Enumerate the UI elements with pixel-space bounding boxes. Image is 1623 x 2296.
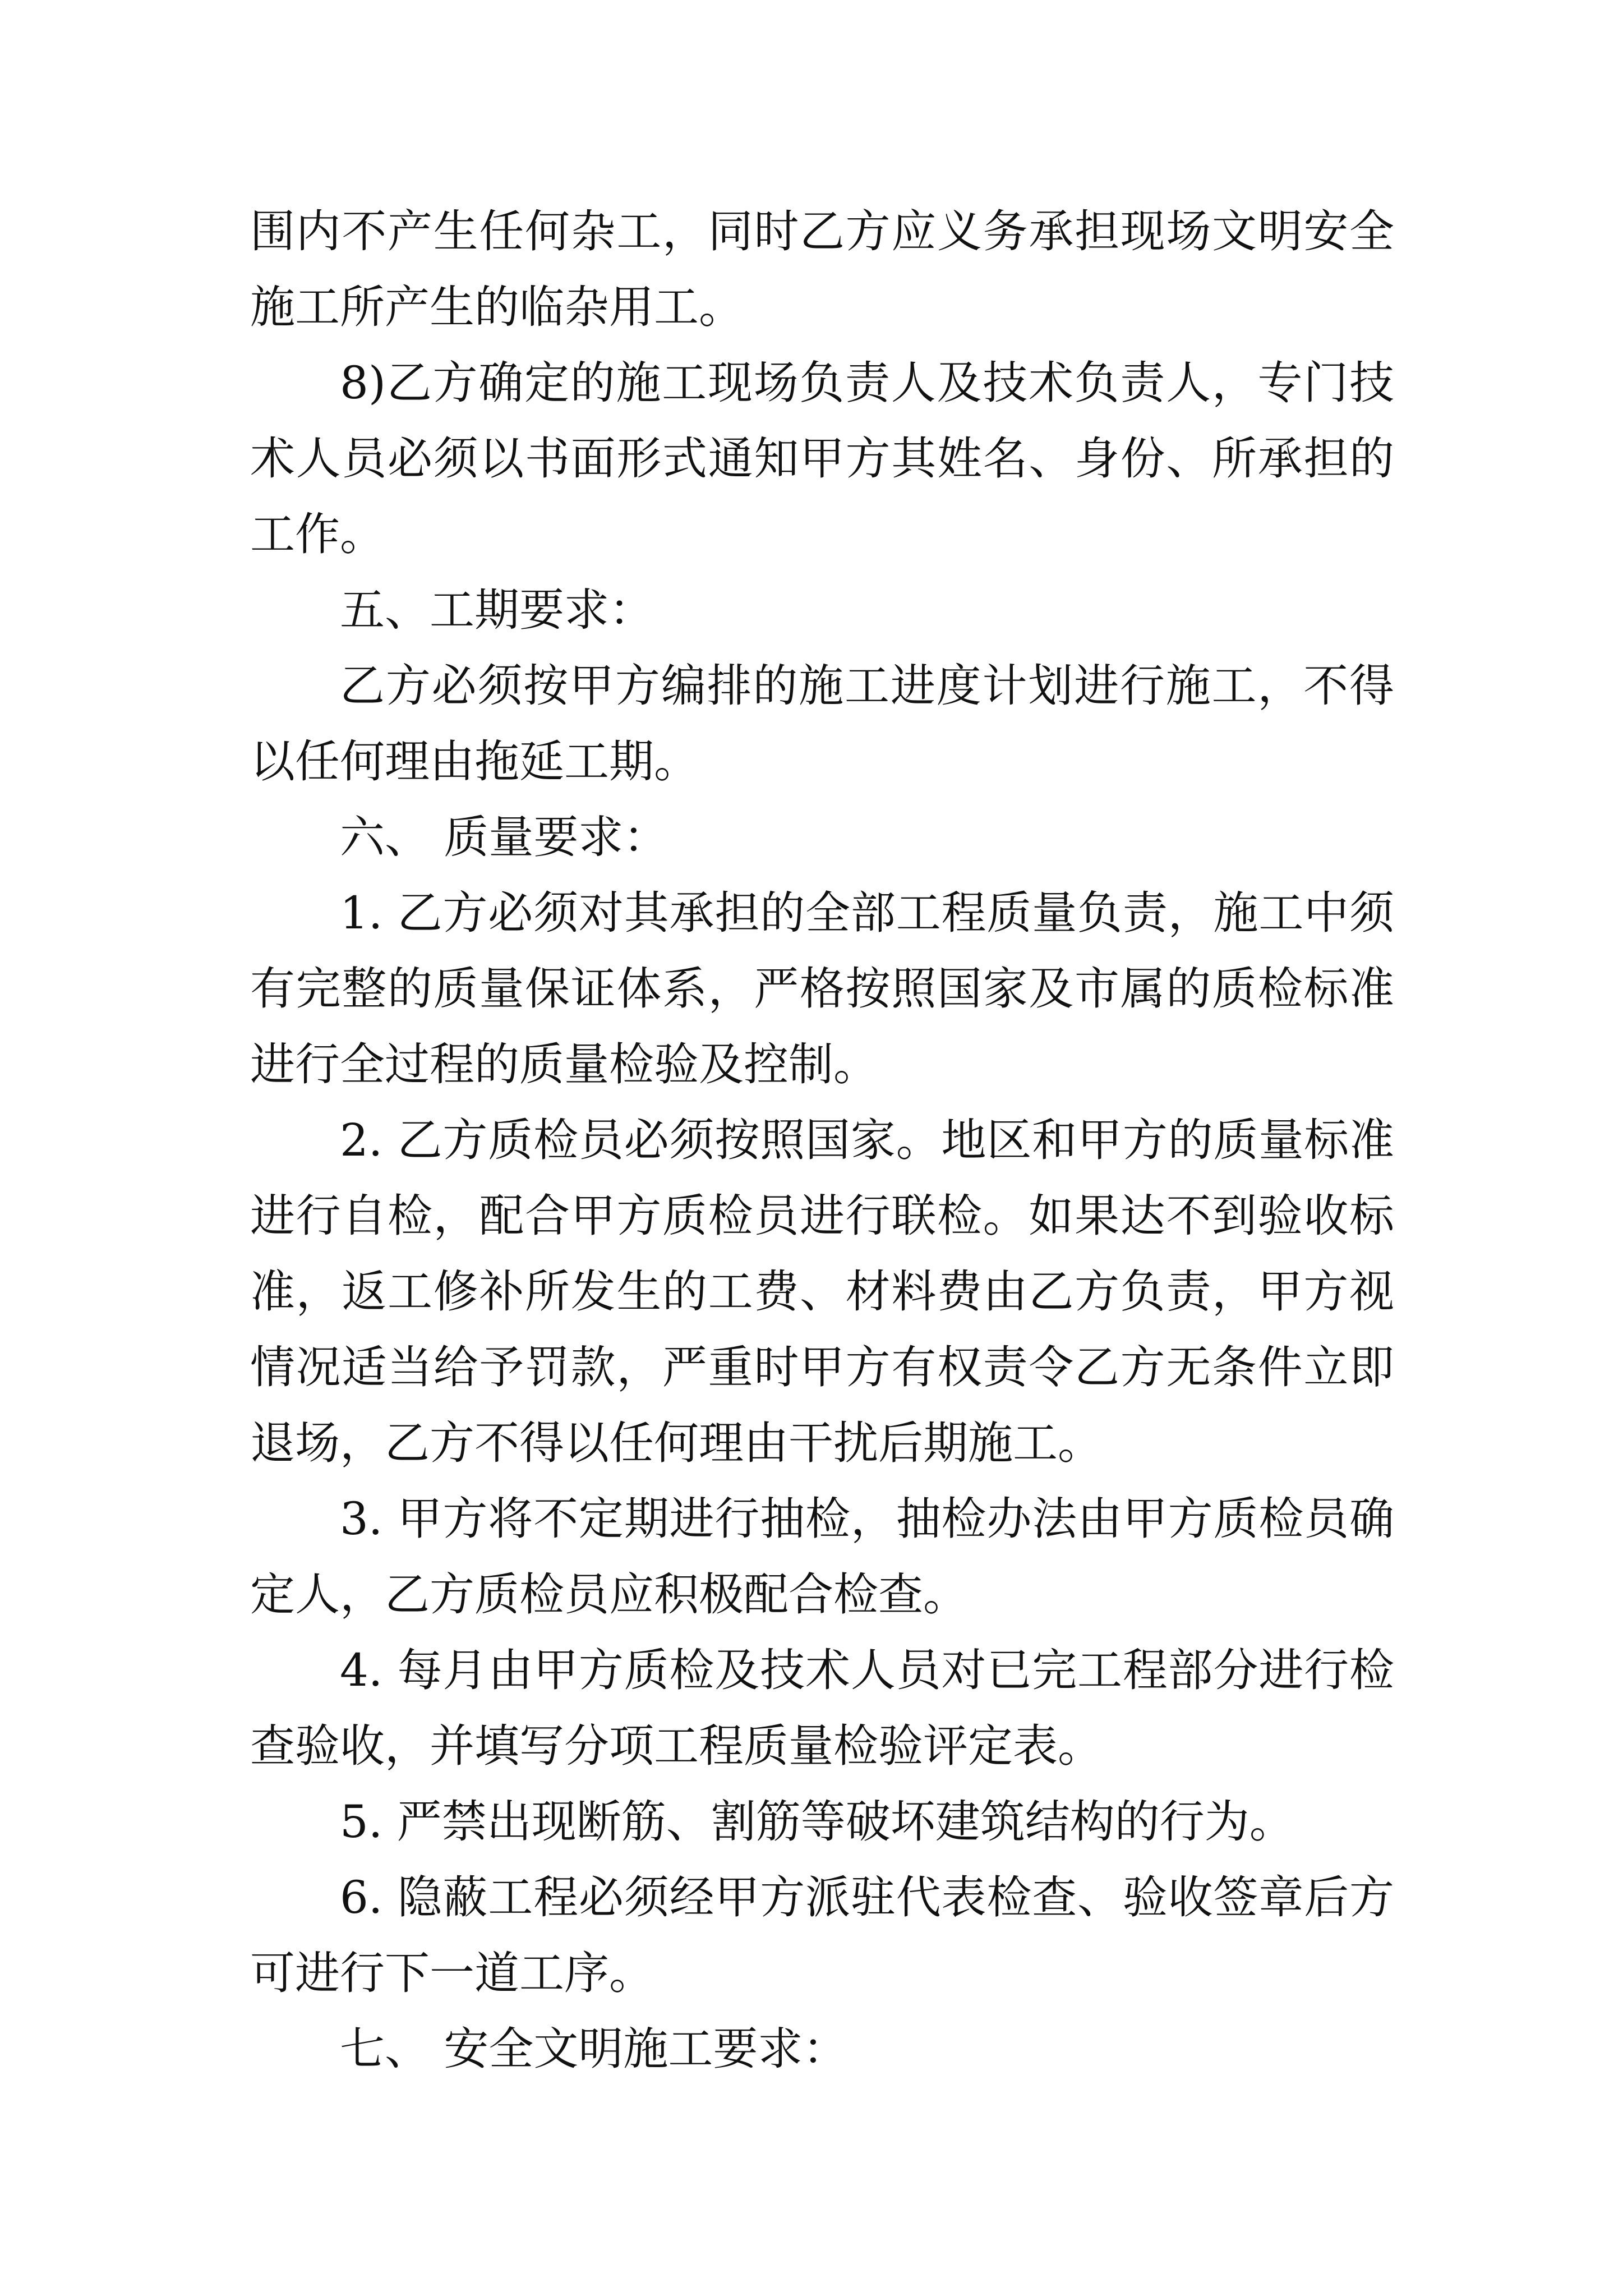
paragraph-quality-4: 4. 每月由甲方质检及技术人员对已完工程部分进行检查验收，并填写分项工程质量检验评定表。 [250,1644,1394,1772]
paragraph-quality-3: 3. 甲方将不定期进行抽检，抽检办法由甲方质检员确定人，乙方质检员应积极配合检查。 [250,1493,1394,1621]
document-body [250,194,1394,2087]
section-heading-safety: 七、 安全文明施工要求： [340,2023,848,2075]
paragraph-quality-2: 2. 乙方质检员必须按照国家。地区和甲方的质量标准进行自检，配合甲方质检员进行联检。如果达不到验收标准，返工修补所发生的工费、材料费由乙方负责，甲方视情况适当给予罚款，严重时甲方有权责令乙方无条件立即退场，乙方不得以任何理由干扰后期施工。 [250,1114,1394,1469]
paragraph-schedule: 乙方必须按甲方编排的施工进度计划进行施工，不得以任何理由拖延工期。 [250,660,1394,788]
paragraph-quality-1: 1. 乙方必须对其承担的全部工程质量负责，施工中须有完整的质量保证体系，严格按照国家及市属的质检标准进行全过程的质量检验及控制。 [250,887,1394,1091]
paragraph-item-8: 8)乙方确定的施工现场负责人及技术负责人，专门技术人员必须以书面形式通知甲方其姓名、身份、所承担的工作。 [250,357,1394,560]
section-heading-quality: 六、 质量要求： [340,811,668,863]
paragraph-continuation: 围内不产生任何杂工，同时乙方应义务承担现场文明安全施工所产生的临杂用工。 [250,205,1394,333]
paragraph-quality-5: 5. 严禁出现断筋、割筋等破坏建筑结构的行为。 [340,1796,1294,1848]
section-heading-schedule: 五、工期要求： [340,584,654,636]
paragraph-quality-6: 6. 隐蔽工程必须经甲方派驻代表检查、验收签章后方可进行下一道工序。 [250,1871,1394,1999]
